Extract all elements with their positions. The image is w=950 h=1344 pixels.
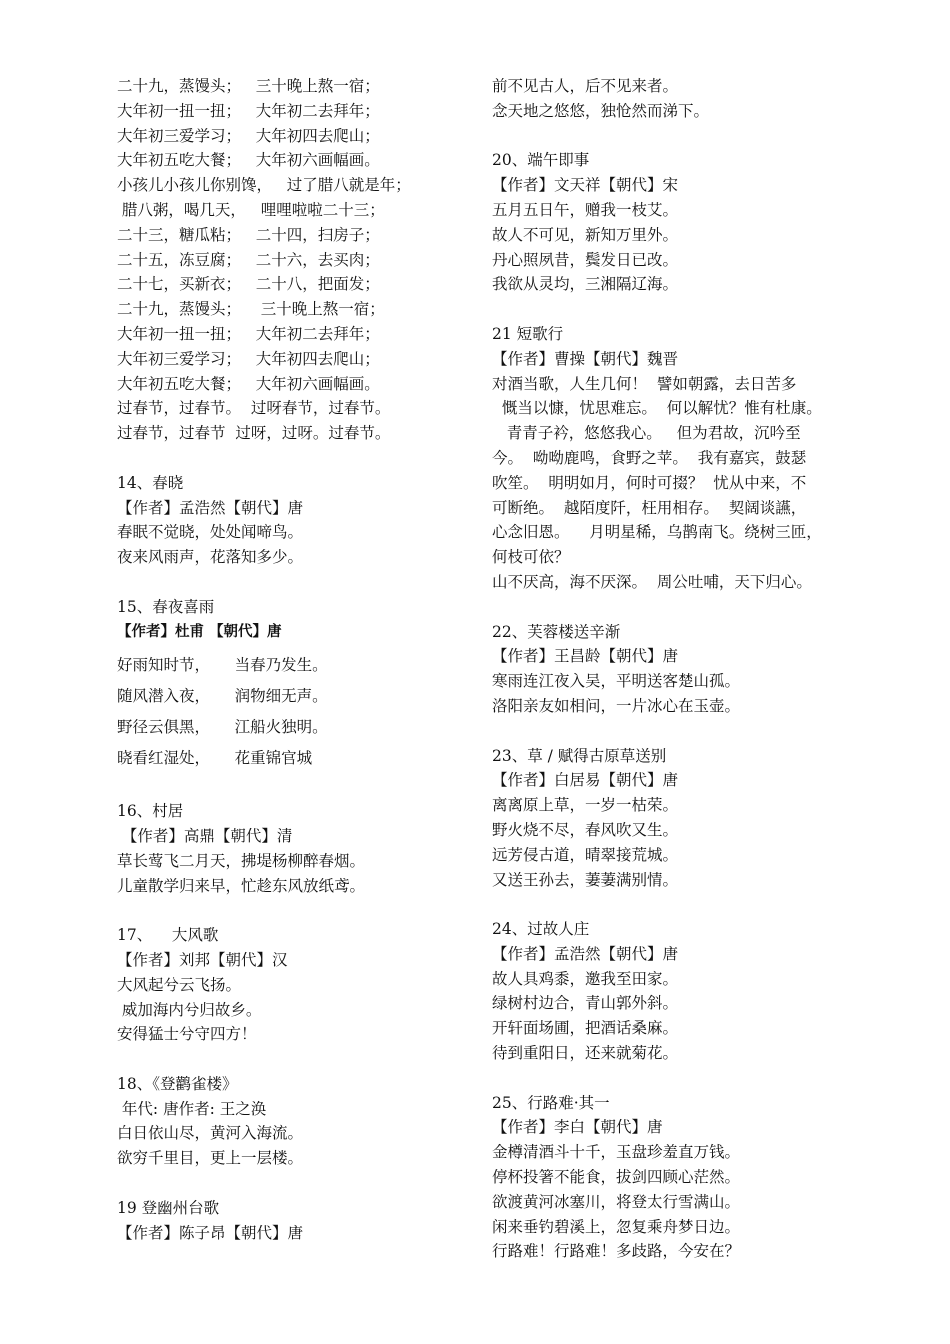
song-line: 腊八粥，喝几天， 哩哩啦啦二十三； bbox=[117, 200, 385, 219]
poem-line: 大风起兮云飞扬。 bbox=[117, 975, 242, 994]
poem-line: 今。 呦呦鹿鸣，食野之苹。 我有嘉宾，鼓瑟 bbox=[492, 448, 807, 467]
poem-19-continued bbox=[492, 74, 852, 124]
song-line: 过春节，过春节。 过呀春节，过春节。 bbox=[117, 399, 391, 418]
poem-title: 23、草 / 赋得古原草送别 bbox=[492, 746, 667, 765]
poem-19 bbox=[117, 1196, 462, 1246]
song-line: 二十五，冻豆腐； 二十六，去买肉； bbox=[117, 250, 380, 269]
poem-14 bbox=[117, 471, 462, 570]
poem-line: 丹心照夙昔，鬓发日已改。 bbox=[492, 250, 679, 269]
poem-line: 前不见古人，后不见来者。 bbox=[492, 77, 679, 95]
poem-21 bbox=[492, 322, 852, 595]
poem-line: 待到重阳日，还来就菊花。 bbox=[492, 1044, 679, 1063]
poem-line: 远芳侵古道，晴翠接荒城。 bbox=[492, 845, 679, 864]
poem-line: 春眠不觉晓，处处闻啼鸟。 bbox=[117, 523, 304, 542]
song-line: 大年初三爱学习； 大年初四去爬山； bbox=[117, 126, 380, 145]
poem-23 bbox=[492, 744, 852, 893]
poem-title: 18、《登鹳雀楼》 bbox=[117, 1074, 238, 1093]
poem-line: 威加海内兮归故乡。 bbox=[117, 1000, 262, 1019]
poem-line: 野径云俱黑， 江船火独明。 bbox=[117, 718, 328, 737]
poem-title: 16、村居 bbox=[117, 802, 184, 821]
song-line: 二十七，买新衣； 二十八，把面发； bbox=[117, 275, 380, 294]
poem-line: 洛阳亲友如相问，一片冰心在玉壶。 bbox=[492, 696, 741, 715]
poem-line: 随风潜入夜， 润物细无声。 bbox=[117, 687, 328, 706]
song-line: 大年初三爱学习； 大年初四去爬山； bbox=[117, 349, 380, 368]
poem-line: 慨当以慷，忧思难忘。 何以解忧？惟有杜康。 bbox=[492, 399, 822, 418]
poem-line: 行路难！行路难！多歧路，今安在？ bbox=[492, 1242, 741, 1261]
song-line: 二十九，蒸馒头； 三十晚上熬一宿； bbox=[117, 300, 385, 319]
poem-line: 野火烧不尽，春风吹又生。 bbox=[492, 820, 679, 839]
poem-line: 吹笙。 明明如月，何时可掇？ 忧从中来，不 bbox=[492, 473, 807, 492]
song-line: 大年初五吃大餐； 大年初六画幅画。 bbox=[117, 374, 380, 393]
poem-line: 晓看红湿处， 花重锦官城 bbox=[117, 749, 313, 768]
poem-line: 念天地之悠悠，独怆然而涕下。 bbox=[492, 101, 710, 120]
poem-author: 【作者】白居易【朝代】唐 bbox=[492, 771, 679, 790]
poem-line: 何枝可依？ bbox=[492, 548, 570, 567]
poem-line: 青青子衿，悠悠我心。 但为君故，沉吟至 bbox=[492, 424, 801, 443]
new-year-song bbox=[117, 74, 462, 446]
poem-author: 【作者】文天祥【朝代】宋 bbox=[492, 176, 679, 195]
poem-line: 金樽清酒斗十千，玉盘珍羞直万钱。 bbox=[492, 1143, 741, 1162]
poem-line: 寒雨连江夜入吴，平明送客楚山孤。 bbox=[492, 672, 741, 691]
poem-line: 欲渡黄河冰塞川，将登太行雪满山。 bbox=[492, 1192, 741, 1211]
poem-title: 15、春夜喜雨 bbox=[117, 597, 215, 616]
poem-author: 【作者】李白【朝代】唐 bbox=[492, 1118, 663, 1137]
poem-line: 又送王孙去，萋萋满别情。 bbox=[492, 870, 679, 889]
poem-15 bbox=[117, 595, 462, 775]
poem-line: 故人具鸡黍，邀我至田家。 bbox=[492, 969, 679, 988]
poem-line: 草长莺飞二月天，拂堤杨柳醉春烟。 bbox=[117, 851, 366, 870]
poem-25 bbox=[492, 1091, 852, 1265]
poem-author: 【作者】王昌龄【朝代】唐 bbox=[492, 647, 679, 666]
poem-22 bbox=[492, 620, 852, 719]
poem-title: 17、 大风歌 bbox=[117, 926, 219, 945]
poem-line: 可断绝。 越陌度阡，枉用相存。 契阔谈讌， bbox=[492, 498, 807, 517]
poem-24 bbox=[492, 917, 852, 1066]
poem-line: 故人不可见，新知万里外。 bbox=[492, 225, 679, 244]
poem-author: 【作者】杜甫 【朝代】唐 bbox=[117, 622, 282, 640]
poem-title: 21 短歌行 bbox=[492, 324, 564, 343]
poem-line: 山不厌高，海不厌深。 周公吐哺，天下归心。 bbox=[492, 572, 812, 591]
poem-author: 【作者】刘邦【朝代】汉 bbox=[117, 950, 288, 969]
poem-author: 年代: 唐作者: 王之涣 bbox=[117, 1099, 267, 1118]
poem-line: 我欲从灵均，三湘隔辽海。 bbox=[492, 275, 679, 294]
poem-line: 白日依山尽，黄河入海流。 bbox=[117, 1124, 304, 1143]
poem-line: 绿树村边合，青山郭外斜。 bbox=[492, 994, 679, 1013]
poem-line: 安得猛士兮守四方！ bbox=[117, 1025, 257, 1044]
poem-author: 【作者】孟浩然【朝代】唐 bbox=[117, 498, 304, 517]
poem-title: 20、端午即事 bbox=[492, 151, 590, 170]
poem-line: 对酒当歌，人生几何！ 譬如朝露，去日苦多 bbox=[492, 374, 797, 393]
poem-title: 19 登幽州台歌 bbox=[117, 1198, 220, 1217]
poem-line: 心念旧恩。 月明星稀，乌鹊南飞。绕树三匝， bbox=[492, 523, 822, 542]
song-line: 大年初一扭一扭； 大年初二去拜年； bbox=[117, 324, 380, 343]
poem-author: 【作者】孟浩然【朝代】唐 bbox=[492, 944, 679, 963]
song-line: 二十九，蒸馒头； 三十晚上熬一宿； bbox=[117, 77, 380, 95]
left-column bbox=[117, 74, 462, 1245]
poem-title: 14、春晓 bbox=[117, 473, 184, 492]
poem-line: 开轩面场圃，把酒话桑麻。 bbox=[492, 1019, 679, 1038]
poem-line: 好雨知时节， 当春乃发生。 bbox=[117, 656, 328, 675]
song-line: 过春节，过春节 过呀，过呀。过春节。 bbox=[117, 424, 391, 443]
poem-author: 【作者】高鼎【朝代】清 bbox=[117, 826, 293, 845]
poem-author: 【作者】陈子昂【朝代】唐 bbox=[117, 1223, 304, 1242]
song-line: 二十三，糖瓜粘； 二十四，扫房子； bbox=[117, 225, 380, 244]
poem-line: 儿童散学归来早，忙趁东风放纸鸢。 bbox=[117, 876, 366, 895]
poem-16 bbox=[117, 799, 462, 898]
poem-title: 25、行路难·其一 bbox=[492, 1093, 610, 1112]
poem-17 bbox=[117, 923, 462, 1047]
poem-line: 五月五日午，赠我一枝艾。 bbox=[492, 200, 679, 219]
song-line: 大年初一扭一扭； 大年初二去拜年； bbox=[117, 101, 380, 120]
poem-line: 停杯投箸不能食，拔剑四顾心茫然。 bbox=[492, 1168, 741, 1187]
poem-18 bbox=[117, 1072, 462, 1171]
poem-line: 离离原上草，一岁一枯荣。 bbox=[492, 796, 679, 815]
poem-20 bbox=[492, 148, 852, 297]
poem-line: 闲来垂钓碧溪上，忽复乘舟梦日边。 bbox=[492, 1217, 741, 1236]
poem-line: 夜来风雨声，花落知多少。 bbox=[117, 548, 304, 567]
song-line: 小孩儿小孩儿你别馋， 过了腊八就是年； bbox=[117, 176, 411, 195]
poem-title: 22、芙蓉楼送辛渐 bbox=[492, 622, 621, 641]
poem-title: 24、过故人庄 bbox=[492, 920, 590, 939]
poem-author: 【作者】曹操【朝代】魏晋 bbox=[492, 349, 679, 368]
right-column bbox=[492, 74, 852, 1264]
poem-line: 欲穷千里目，更上一层楼。 bbox=[117, 1149, 304, 1168]
song-line: 大年初五吃大餐； 大年初六画幅画。 bbox=[117, 151, 380, 170]
